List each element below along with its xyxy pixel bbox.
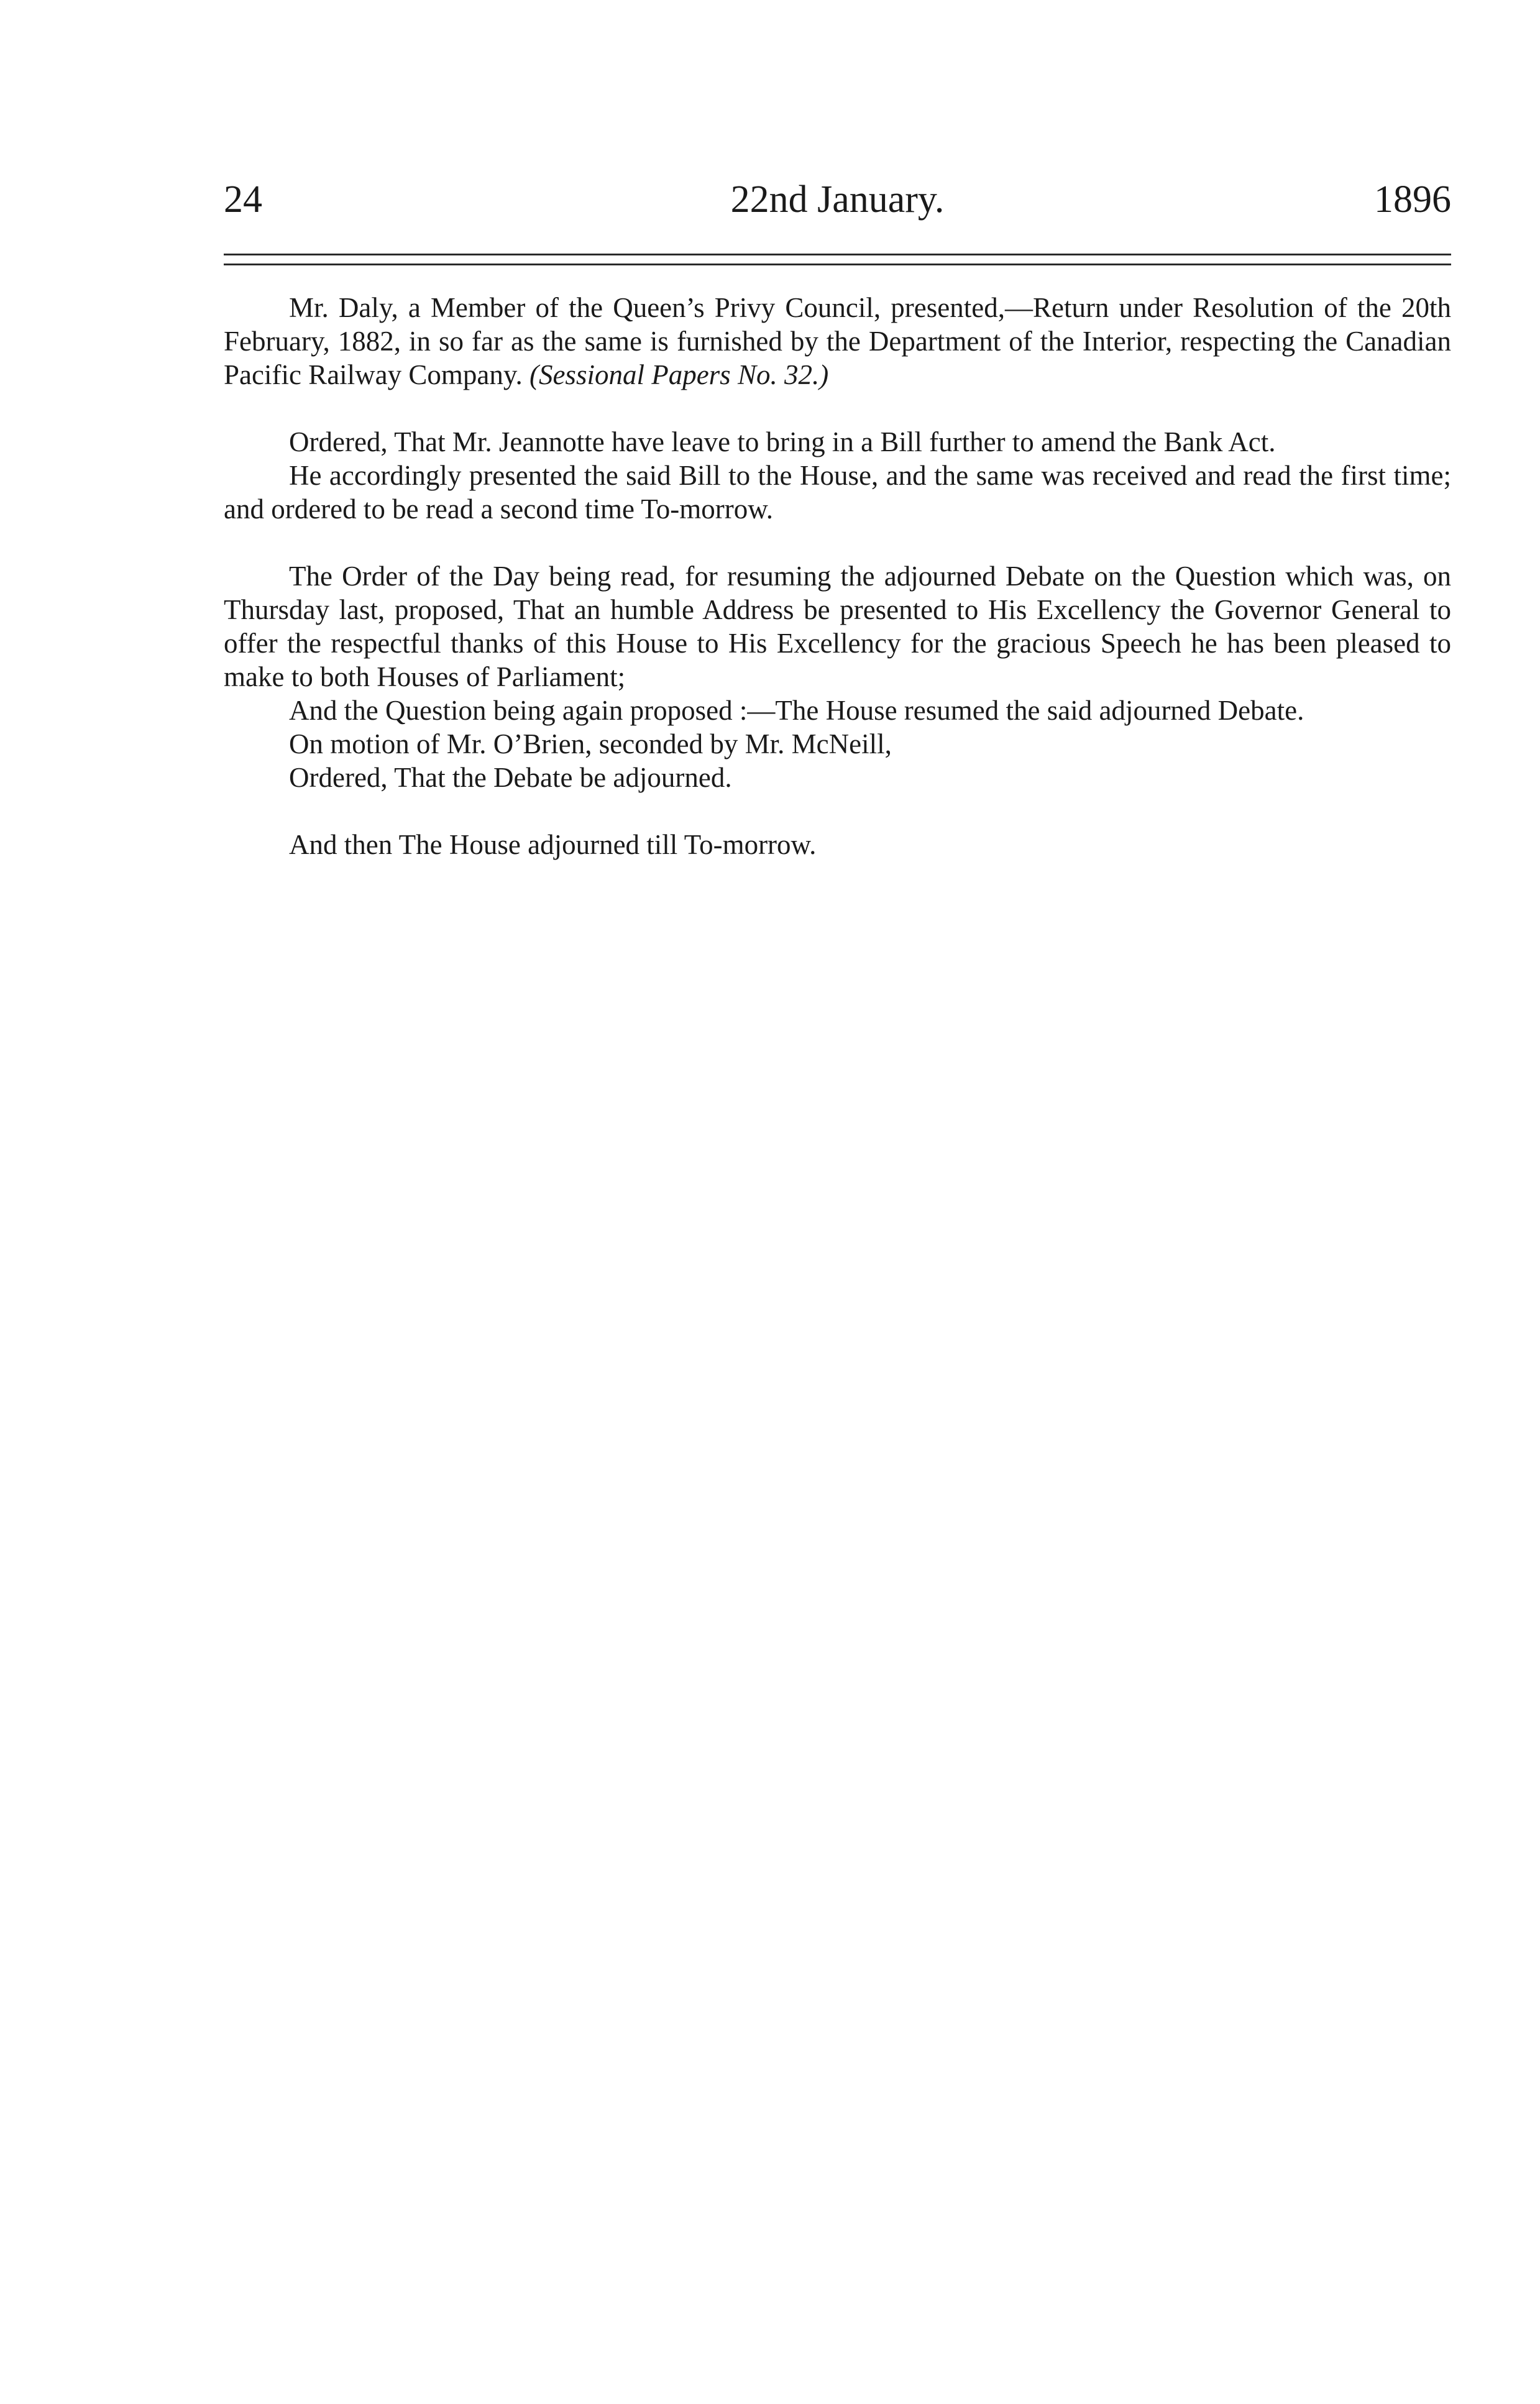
running-head: [224, 172, 1451, 227]
paragraph-text: Ordered, That Mr. Jeannotte have leave to bring in a Bill further to amend the Bank Act.: [289, 426, 1276, 457]
paragraph-text: And then The House adjourned till To-morrow.: [289, 829, 817, 860]
paragraph-text: On motion of Mr. O’Brien, seconded by Mr. McNeill,: [289, 728, 892, 759]
paragraph-bill-leave: [224, 425, 1451, 459]
paragraph-order-of-day: [224, 559, 1451, 694]
paragraph-debate-adjourned: [224, 761, 1451, 794]
paragraph-motion: [224, 727, 1451, 761]
year-heading: 1896: [1374, 178, 1451, 221]
paragraph-question-proposed: [224, 694, 1451, 727]
paragraph-text: Mr. Daly, a Member of the Queen’s Privy Council, presented,—Return under Resolution of the 20th February, 1882, in so far as the same is furnished by the Department of the Interior, respecting the Canadian Pacific Railway Company.: [224, 292, 1451, 390]
journal-body: [224, 291, 1451, 861]
paragraph-bill-presented: [224, 459, 1451, 526]
sessional-papers-reference: (Sessional Papers No. 32.): [529, 359, 829, 390]
paragraph-text: And the Question being again proposed :—The House resumed the said adjourned Debate.: [289, 695, 1304, 726]
page-number: 24: [224, 178, 262, 221]
paragraph-text: The Order of the Day being read, for resuming the adjourned Debate on the Question which was, on Thursday last, proposed, That an humble Address be presented to His Excellency the Governor General to offer the respectful thanks of this House to His Excellency for the gracious Speech he has been pleased to make to both Houses of Parliament;: [224, 561, 1451, 692]
date-heading: 22nd January.: [730, 178, 945, 221]
paragraph-house-adjourned: [224, 828, 1451, 861]
paragraph-text: Ordered, That the Debate be adjourned.: [289, 762, 732, 793]
paragraph-text: He accordingly presented the said Bill to the House, and the same was received and read the first time; and ordered to be read a second time To-morrow.: [224, 460, 1451, 525]
paragraph-return-presented: [224, 291, 1451, 392]
header-rule-top: [224, 254, 1451, 255]
header-rule-bottom: [224, 264, 1451, 265]
